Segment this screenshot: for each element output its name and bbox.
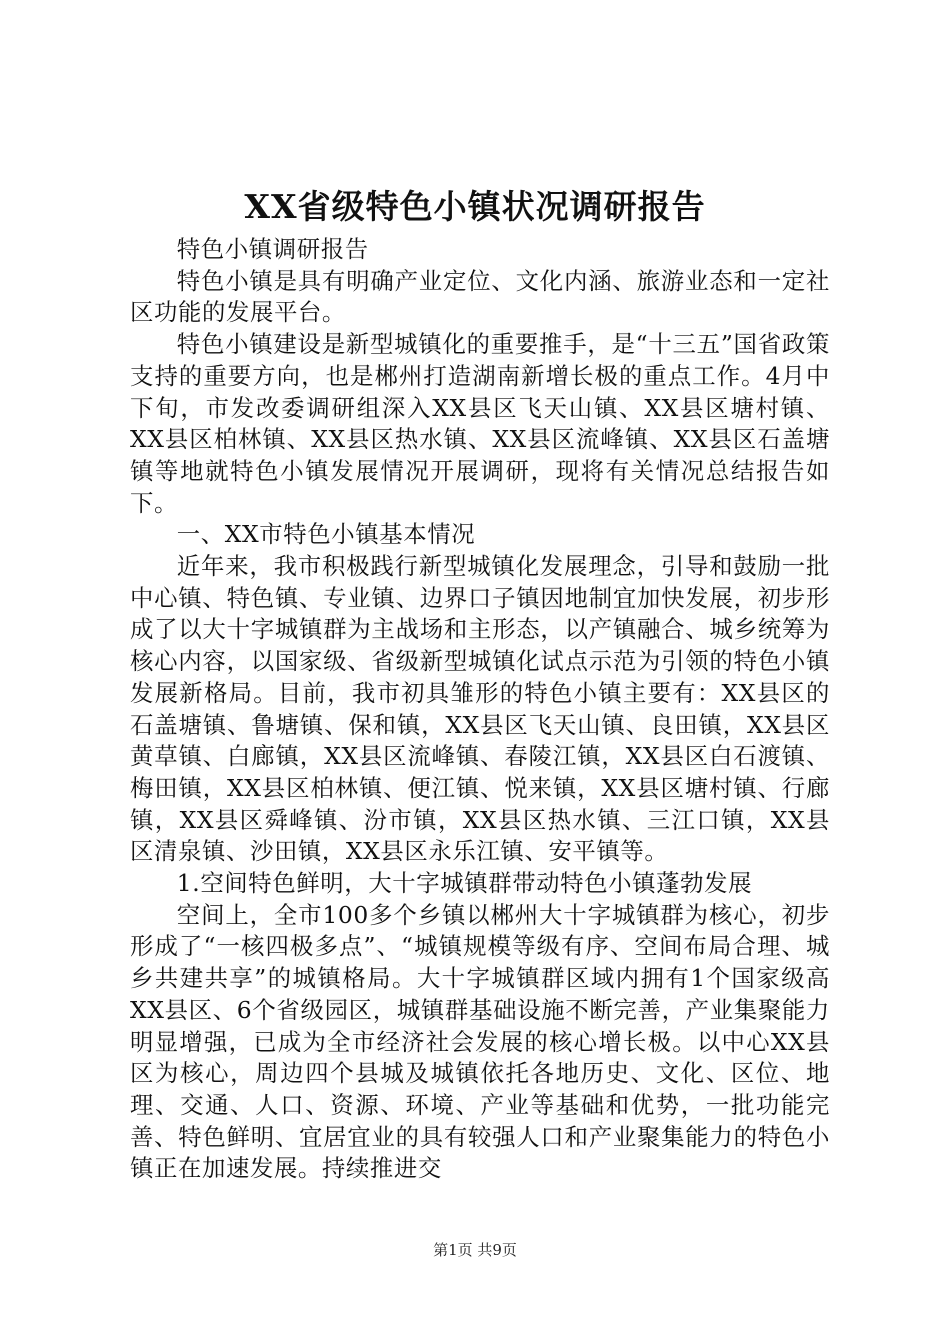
paragraph-overview: 近年来，我市积极践行新型城镇化发展理念，引导和鼓励一批中心镇、特色镇、专业镇、边界口子镇因地制宜加快发展，初步形成了以大十字城镇群为主战场和主形态，以产镇融合、城乡统筹为核心内容，以国家级、省级新型城镇化试点示范为引领的特色小镇发展新格局。目前，我市初具雏形的特色小镇主要有：XX县区的石盖塘镇、鲁塘镇、保和镇，XX县区飞天山镇、良田镇，XX县区黄草镇、白廊镇，XX县区流峰镇、春陵江镇，XX县区白石渡镇、梅田镇，XX县区柏林镇、便江镇、悦来镇，XX县区塘村镇、行廊镇，XX县区舜峰镇、汾市镇，XX县区热水镇、三江口镇，XX县区清泉镇、沙田镇，XX县区永乐江镇、安平镇等。 [130,552,830,866]
paragraph-definition: 特色小镇是具有明确产业定位、文化内涵、旅游业态和一定社区功能的发展平台。 [130,266,830,327]
subsection-heading-spatial: 1.空间特色鲜明，大十字城镇群带动特色小镇蓬勃发展 [176,869,753,898]
paragraph-spatial: 空间上，全市100多个乡镇以郴州大十字城镇群为核心，初步形成了“一核四极多点”、“城镇规模等级有序、空间布局合理、城乡共建共享”的城镇格局。大十字城镇群区域内拥有1个国家级高XX县区、6个省级园区，城镇群基础设施不断完善，产业集聚能力明显增强，已成为全市经济社会发展的核心增长极。以中心XX县区为核心，周边四个县城及城镇依托各地历史、文化、区位、地理、交通、人口、资源、环境、产业等基础和优势，一批功能完善、特色鲜明、宜居宜业的具有较强人口和产业聚集能力的特色小镇正在加速发展。持续推进交 [130,900,830,1183]
paragraph-introduction: 特色小镇建设是新型城镇化的重要推手，是“十三五”国省政策支持的重要方向，也是郴州打造湖南新增长极的重点工作。4月中下旬，市发改委调研组深入XX县区飞天山镇、XX县区塘村镇、XX县区柏林镇、XX县区热水镇、XX县区流峰镇、XX县区石盖塘镇等地就特色小镇发展情况开展调研，现将有关情况总结报告如下。 [130,330,830,517]
paragraph-subtitle: 特色小镇调研报告 [176,235,369,263]
document-title: XX省级特色小镇状况调研报告 [244,187,706,226]
page-number-footer: 第1页 共9页 [433,1241,517,1259]
section-heading-basic-situation: 一、XX市特色小镇基本情况 [176,520,476,549]
document-body [130,234,830,1185]
